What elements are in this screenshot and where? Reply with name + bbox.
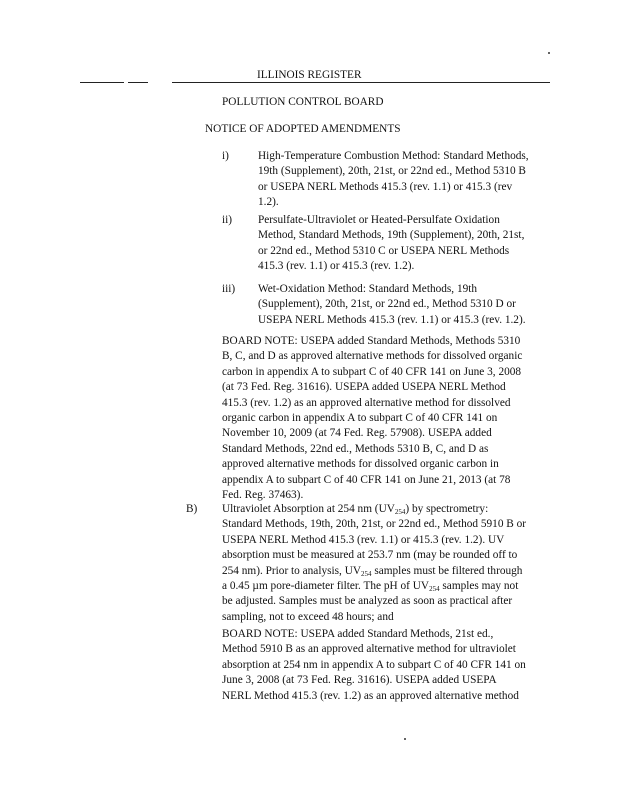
item-text-i — [258, 149, 529, 211]
note-line: NERL Method 415.3 (rev. 1.2) as an approved alternative method — [222, 689, 519, 702]
item-label-ii: ii) — [222, 214, 233, 226]
note-line: June 3, 2008 (at 73 Fed. Reg. 31616). USEPA added USEPA — [222, 674, 497, 687]
item-line: USEPA NERL Methods 415.3 (rev. 1.1) or 415.3 (rev. 1.2). — [258, 313, 526, 326]
note-line: Standard Methods, 22nd ed., Methods 5310 B, C, and D as — [222, 442, 489, 455]
note-line: B, C, and D as approved alternative methods for dissolved organic — [222, 350, 523, 363]
section-line: 254 nm). Prior to analysis, $UV_{254}$ samples must be filtered through — [222, 564, 523, 578]
scan-speck — [404, 738, 406, 740]
item-line: Method, Standard Methods, 19th (Supplement), 20th, 21st, — [258, 229, 525, 242]
note-line: organic carbon in appendix A to subpart C of 40 CFR 141 on — [222, 412, 498, 425]
section-line: absorption must be measured at 253.7 nm (may be rounded off to — [222, 549, 518, 562]
item-line: or USEPA NERL Methods 415.3 (rev. 1.1) or 415.3 (rev — [258, 180, 513, 193]
item-line: High-Temperature Combustion Method: Standard Methods, — [258, 150, 529, 162]
register-title: ILLINOIS REGISTER — [257, 69, 362, 81]
section-line: USEPA NERL Method 415.3 (rev. 1.1) or 415.3 (rev. 1.2). UV — [222, 533, 505, 546]
section-b-text — [222, 502, 526, 625]
note-line: absorption at 254 nm in appendix A to subpart C of 40 CFR 141 on — [222, 658, 526, 671]
note-line: approved alternative methods for dissolved organic carbon in — [222, 458, 499, 471]
item-line: (Supplement), 20th, 21st, or 22nd ed., Method 5310 D or — [258, 298, 516, 311]
note-line: BOARD NOTE: USEPA added Standard Methods, 21st ed., — [222, 628, 494, 640]
item-line: Persulfate-Ultraviolet or Heated-Persulfate Oxidation — [258, 214, 500, 226]
item-label-iii: iii) — [222, 283, 236, 295]
section-line: be adjusted. Samples must be analyzed as soon as practical after — [222, 595, 513, 608]
header-rule-left-1 — [80, 82, 124, 83]
item-text-ii — [258, 213, 524, 275]
section-line: Ultraviolet Absorption at 254 nm $(UV_{254})$ by spectrometry: — [222, 503, 489, 516]
notice-title: NOTICE OF ADOPTED AMENDMENTS — [205, 123, 401, 135]
note-line: BOARD NOTE: USEPA added Standard Methods, Methods 5310 — [222, 335, 521, 347]
note-line: November 10, 2009 (at 74 Fed. Reg. 57908). USEPA added — [222, 427, 492, 440]
item-line: 19th (Supplement), 20th, 21st, or 22nd ed., Method 5310 B — [258, 165, 526, 178]
section-label-b: B) — [186, 503, 198, 515]
uv-subscript: 254 — [361, 569, 372, 578]
board-title: POLLUTION CONTROL BOARD — [222, 96, 384, 108]
item-line: or 22nd ed., Method 5310 C or USEPA NERL Methods — [258, 244, 510, 257]
item-line: 1.2). — [258, 196, 279, 209]
note-line: carbon in appendix A to subpart C of 40 CFR 141 on June 3, 2008 — [222, 365, 522, 378]
item-label-i: i) — [222, 150, 229, 162]
board-note-2 — [222, 627, 526, 704]
uv-subscript: 254 — [429, 585, 440, 594]
uv-subscript: 254 — [394, 508, 406, 516]
item-line: Wet-Oxidation Method: Standard Methods, 19th — [258, 283, 478, 295]
section-line: sampling, not to exceed 48 hours; and — [222, 610, 394, 623]
section-line: a 0.45 µm pore-diameter filter. The pH of $UV_{254}$ samples may not — [222, 580, 519, 594]
section-line: Standard Methods, 19th, 20th, 21st, or 22nd ed., Method 5910 B or — [222, 518, 527, 531]
note-line: Fed. Reg. 37463). — [222, 489, 304, 502]
item-line: 415.3 (rev. 1.1) or 415.3 (rev. 1.2). — [258, 260, 415, 273]
scan-speck — [548, 52, 550, 54]
note-line: 415.3 (rev. 1.2) as an approved alternative method for dissolved — [222, 396, 511, 409]
header-rule-left-2 — [128, 82, 148, 83]
note-line: appendix A to subpart C of 40 CFR 141 on June 21, 2013 (at 78 — [222, 473, 511, 486]
note-line: (at 73 Fed. Reg. 31616). USEPA added USEPA NERL Method — [222, 381, 506, 394]
board-note-1 — [222, 334, 522, 503]
item-text-iii — [258, 282, 526, 328]
note-line: Method 5910 B as an approved alternative method for ultraviolet — [222, 643, 516, 656]
